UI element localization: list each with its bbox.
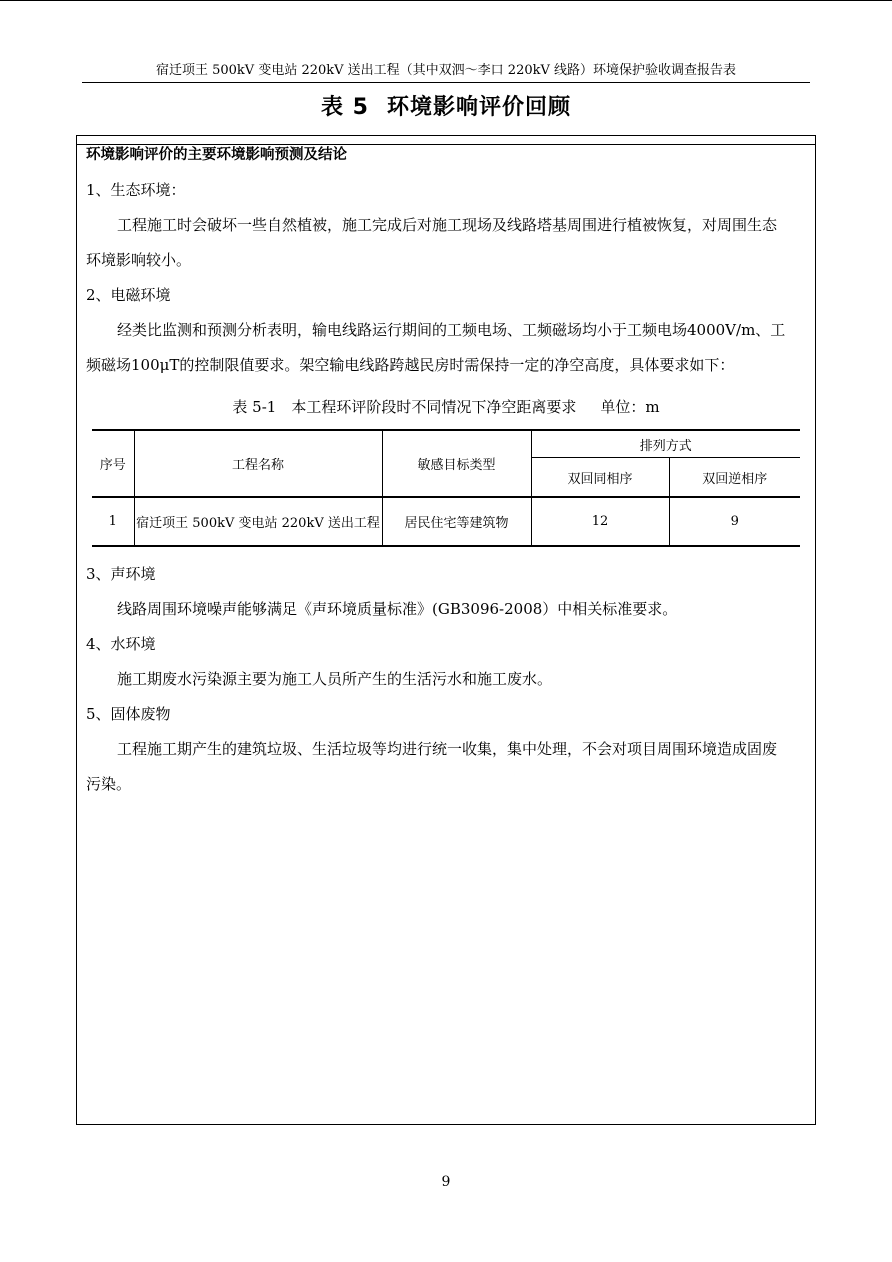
page-number: 9: [441, 1174, 451, 1190]
table-caption: [0, 397, 892, 417]
clearance-table: [92, 429, 800, 547]
header-project: 工程名称: [134, 430, 382, 497]
header-arrangement: 排列方式: [531, 430, 800, 458]
section-heading: 环境影响评价的主要环境影响预测及结论: [86, 147, 347, 163]
noise-paragraph: 线路周围环境噪声能够满足《声环境质量标准》(GB3096-2008）中相关标准要求。: [117, 600, 678, 618]
waste-paragraph-line-2: 污染。: [86, 775, 132, 793]
running-header: 宿迁项王 500kV 变电站 220kV 送出工程（其中双泗～李口 220kV 线路）环境保护验收调查报告表: [155, 63, 737, 78]
header-rule: [82, 82, 810, 83]
em-paragraph-line-2: 频磁场100μT的控制限值要求。架空输电线路跨越民房时需保持一定的净空高度，具体要求如下：: [86, 356, 735, 374]
page-title-text: 环境影响评价回顾: [386, 95, 571, 120]
ecology-heading: 1、生态环境：: [86, 181, 186, 199]
waste-heading: 5、固体废物: [86, 705, 171, 723]
top-border-line: [0, 0, 892, 1]
header-reverse-phase: 双回逆相序: [669, 458, 800, 498]
page-title: [0, 92, 892, 124]
em-heading: 2、电磁环境: [86, 286, 171, 304]
header-same-phase: 双回同相序: [531, 458, 669, 498]
page-title-number: 表 5: [321, 95, 369, 120]
cell-target: 居民住宅等建筑物: [382, 497, 531, 546]
cell-same-phase: 12: [531, 497, 669, 546]
content-frame: [76, 135, 816, 1125]
cell-reverse-phase: 9: [669, 497, 800, 546]
ecology-paragraph-line-2: 环境影响较小。: [86, 251, 192, 269]
table-unit: 单位：m: [600, 398, 660, 416]
table-header-row: [92, 430, 800, 458]
header-target: 敏感目标类型: [382, 430, 531, 497]
noise-heading: 3、声环境: [86, 565, 156, 583]
water-paragraph: 施工期废水污染源主要为施工人员所产生的生活污水和施工废水。: [117, 670, 553, 688]
table-caption-text: 表 5-1 本工程环评阶段时不同情况下净空距离要求: [232, 398, 577, 416]
header-no: 序号: [92, 430, 134, 497]
table-row: [92, 497, 800, 546]
cell-no: 1: [92, 497, 134, 546]
waste-paragraph-line-1: 工程施工期产生的建筑垃圾、生活垃圾等均进行统一收集，集中处理，不会对项目周围环境造成固废: [117, 740, 778, 758]
em-paragraph-line-1: 经类比监测和预测分析表明，输电线路运行期间的工频电场、工频磁场均小于工频电场4000V/m、工: [117, 321, 786, 339]
ecology-paragraph-line-1: 工程施工时会破坏一些自然植被，施工完成后对施工现场及线路塔基周围进行植被恢复，对周围生态: [117, 216, 778, 234]
cell-project: 宿迁项王 500kV 变电站 220kV 送出工程: [134, 497, 382, 546]
water-heading: 4、水环境: [86, 635, 156, 653]
